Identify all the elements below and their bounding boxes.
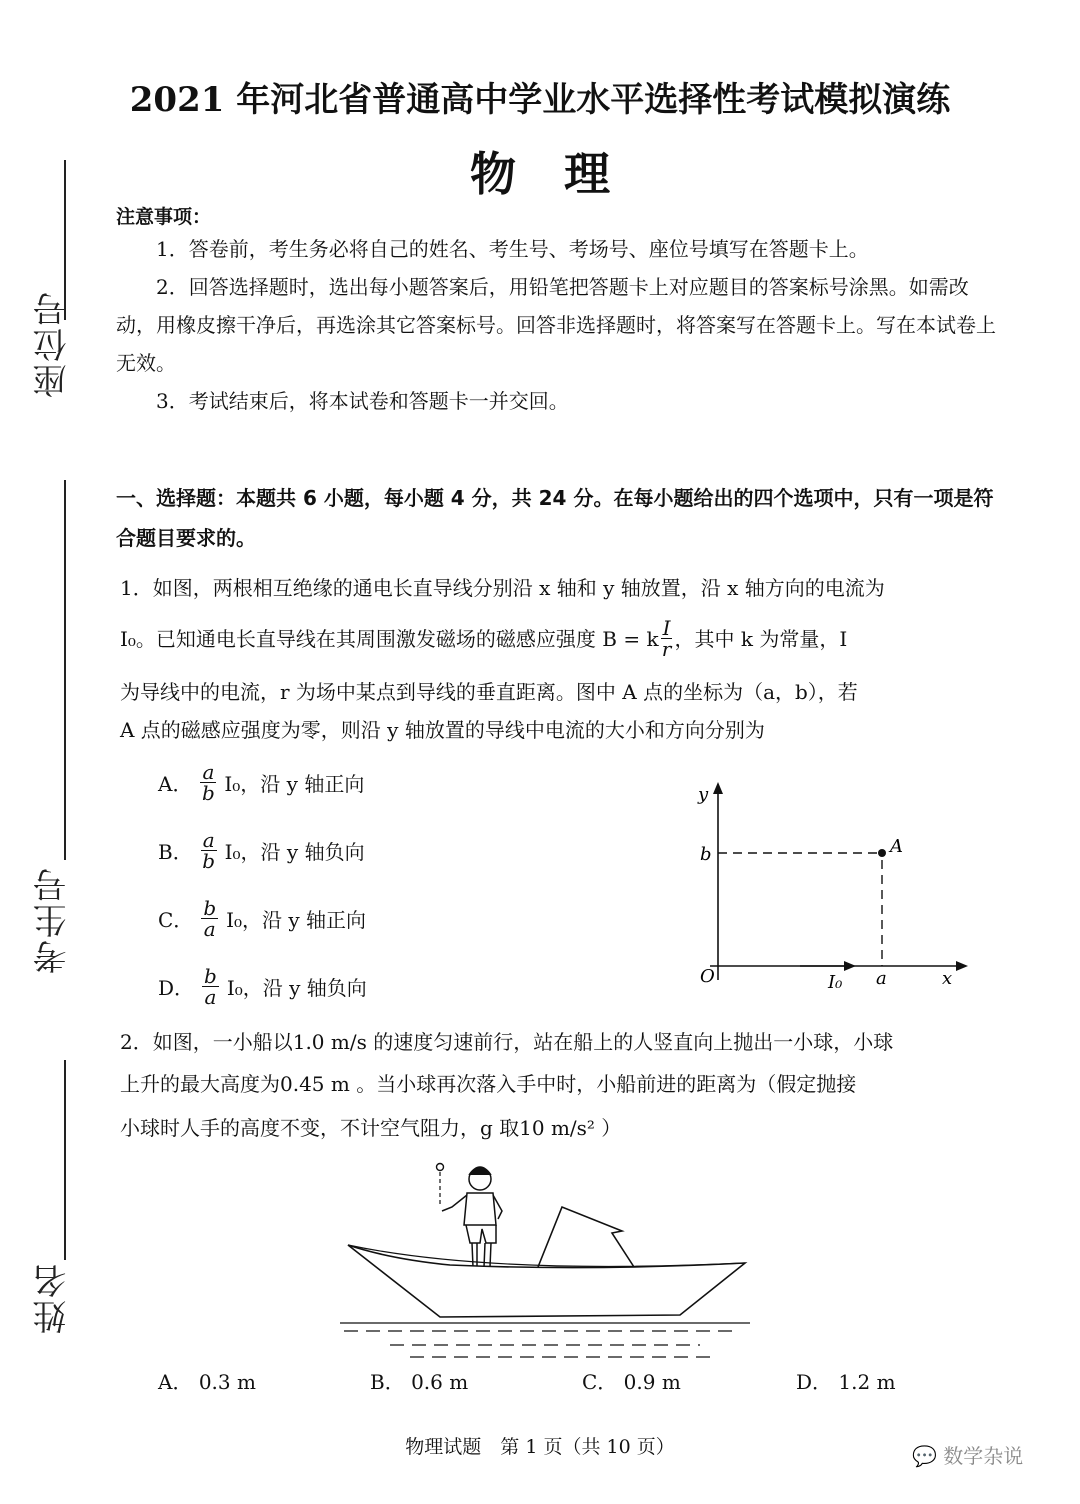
q1-option-a-text: I₀，沿 y 轴正向 [224,772,365,796]
q2-option-c-text: 0.9 m [623,1370,681,1394]
q1-line-2 [120,618,1006,659]
q1-option-c-text: I₀，沿 y 轴正向 [226,908,367,932]
q1-option-b[interactable] [158,830,365,871]
q1-option-a[interactable] [158,762,364,803]
x-axis-arrow-icon [956,961,968,971]
q1-option-d-frac: $\frac{b}{a}$ [204,964,217,1009]
q1-option-a-letter: A． [158,772,193,796]
q2-line-3: 小球时人手的高度不变，不计空气阻力，g 取10 m/s² ） [120,1116,622,1140]
name-label: 姓名 [33,1262,73,1334]
q1-line-2a: I₀。已知通电长直导线在其周围激发磁场的磁感应强度 B = k [120,626,659,651]
q1-option-d-letter: D． [158,976,195,1000]
q2-line-1: 2．如图，一小船以1.0 m/s 的速度匀速前行，站在船上的人竖直向上抛出一小球，小球 [120,1030,894,1054]
boat-cabin [538,1207,634,1267]
x-axis-label: x [942,968,953,989]
q1-coordinate-figure [680,780,980,1000]
q1-line-4: A 点的磁感应强度为零，则沿 y 轴放置的导线中电流的大小和方向分别为 [120,718,765,742]
origin-label: O [700,966,715,987]
y-axis-arrow-icon [713,782,723,794]
notice-item-3: 3．考试结束后，将本试卷和答题卡一并交回。 [156,389,569,413]
notice-heading: 注意事项： [116,206,212,228]
q1-line-1: 1．如图，两根相互绝缘的通电长直导线分别沿 x 轴和 y 轴放置，沿 x 轴方向的电流为 [120,576,885,600]
q1-option-b-text: I₀，沿 y 轴负向 [224,840,365,864]
q2-option-d-letter: D． [796,1370,833,1394]
watermark-text: 数学杂说 [943,1444,1024,1468]
q2-option-b-letter: B． [370,1370,405,1394]
q2-option-a[interactable] [158,1366,256,1395]
q1-line-2b: ，其中 k 为常量，I [674,626,848,651]
q1-option-a-frac: $\frac{a}{b}$ [202,760,215,805]
q1-frac-num: I [662,616,671,640]
a-label: a [876,968,887,989]
person-icon [442,1167,502,1267]
q1-option-b-letter: B． [158,840,193,864]
q2-option-d-text: 1.2 m [838,1370,896,1394]
exam-title: 2021 年河北省普通高中学业水平选择性考试模拟演练 [129,80,951,120]
point-a [878,849,886,857]
q1-line-3: 为导线中的电流，r 为场中某点到导线的垂直距离。图中 A 点的坐标为（a，b），若 [120,680,858,704]
q1-option-d-text: I₀，沿 y 轴负向 [226,976,367,1000]
watermark [912,1440,1023,1469]
q1-option-b-frac: $\frac{a}{b}$ [202,828,216,873]
exam-number-line [64,480,66,860]
exam-number-label: 考生号 [33,866,73,974]
wechat-icon: 💬 [912,1444,937,1468]
q2-option-b[interactable] [370,1366,468,1395]
q1-frac-den: r [661,637,672,661]
subject-title: 物理 [470,147,658,201]
ball-icon [437,1164,444,1171]
q2-line-2: 上升的最大高度为0.45 m 。当小球再次落入手中时，小船前进的距离为（假定抛接 [120,1072,857,1096]
q1-formula-fraction [661,618,673,659]
q2-option-c-letter: C． [582,1370,618,1394]
q2-option-d[interactable] [796,1366,896,1395]
q1-option-c-letter: C． [158,908,194,932]
b-label: b [700,844,712,865]
q2-option-c[interactable] [582,1366,681,1395]
current-label: I₀ [828,972,843,993]
name-line [64,1060,66,1260]
q1-option-d[interactable] [158,966,367,1007]
q2-boat-figure [330,1155,760,1365]
current-arrow-icon [844,961,856,971]
section-heading: 一、选择题：本题共 6 小题，每小题 4 分，共 24 分。在每小题给出的四个选项中，只有一项是符合题目要求的。 [116,486,994,550]
y-axis-label: y [698,784,709,805]
notice-item-2: 2．回答选择题时，选出每小题答案后，用铅笔把答题卡上对应题目的答案标号涂黑。如需改动，用橡皮擦干净后，再选涂其它答案标号。回答非选择题时，将答案写在答题卡上。写在本试卷上无效。 [116,275,996,375]
page-footer: 物理试题 第 1 页（共 10 页） [405,1436,675,1458]
q1-option-c[interactable] [158,898,366,939]
q1-option-c-frac: $\frac{b}{a}$ [203,896,217,941]
point-a-label: A [890,836,903,857]
seat-number-label: 座位号 [33,290,73,398]
q2-option-b-text: 0.6 m [411,1370,469,1394]
notice-item-1: 1．答卷前，考生务必将自己的姓名、考生号、考场号、座位号填写在答题卡上。 [156,237,869,261]
q2-option-a-text: 0.3 m [198,1370,256,1394]
q2-option-a-letter: A． [158,1370,193,1394]
